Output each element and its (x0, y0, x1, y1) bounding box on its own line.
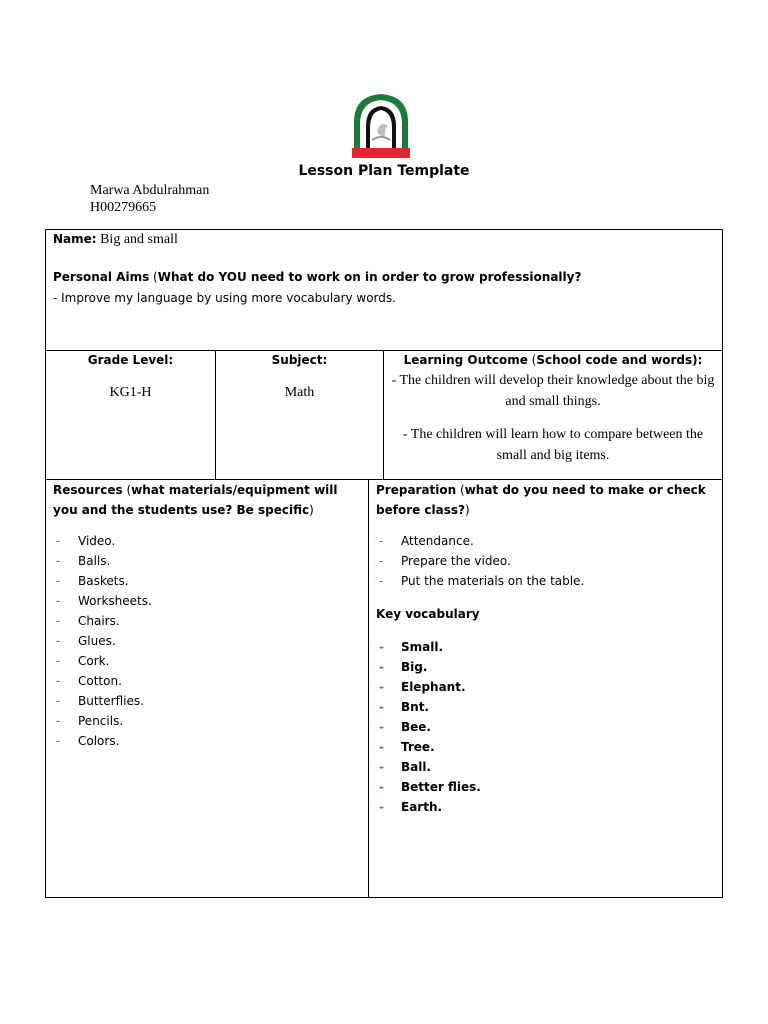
list-item-text: Small. (401, 640, 444, 654)
bullet-dash: - (56, 574, 61, 588)
col-divider-subject (383, 350, 384, 480)
preparation-open-paren: ( (456, 483, 465, 497)
name-value: Big and small (96, 232, 178, 247)
preparation-detail: what do you need to make or check before class? (376, 483, 706, 517)
bullet-dash: - (56, 634, 61, 648)
resources-open-paren: ( (122, 483, 132, 497)
list-item (53, 551, 152, 571)
bullet-dash: - (56, 734, 61, 748)
bullet-dash: - (56, 654, 61, 668)
list-item (376, 757, 481, 777)
bullet-dash: - (56, 714, 61, 728)
personal-aims-heading (53, 270, 581, 284)
list-item-text: Glues. (78, 634, 116, 648)
bullet-dash: - (379, 660, 384, 674)
learning-outcome-1: - The children will develop their knowledge about the big and small things. (391, 373, 715, 409)
row-divider-1 (45, 350, 723, 351)
list-item (53, 651, 152, 671)
list-item-text: Butterflies. (78, 694, 144, 708)
list-item-text: Video. (78, 534, 116, 548)
learning-outcome-heading (384, 353, 722, 367)
list-item (53, 591, 152, 611)
list-item-text: Baskets. (78, 574, 129, 588)
list-item (376, 551, 584, 571)
bullet-dash: - (56, 674, 61, 688)
list-item-text: Earth. (401, 800, 443, 814)
resources-heading (53, 480, 363, 520)
key-vocabulary-heading: Key vocabulary (376, 607, 480, 621)
list-item (53, 631, 152, 651)
vocabulary-list (376, 637, 481, 817)
bullet-dash: - (379, 640, 384, 654)
learning-outcome-2: - The children will learn how to compare between the small and big items. (402, 427, 704, 463)
col-divider-grade (215, 350, 216, 480)
list-item (376, 697, 481, 717)
list-item-text: Better flies. (401, 780, 481, 794)
preparation-heading (376, 480, 716, 520)
bullet-dash: - (379, 574, 384, 588)
list-item (376, 637, 481, 657)
resources-close-paren: ) (309, 503, 314, 517)
aims-open-paren: ( (149, 270, 158, 284)
list-item (376, 797, 481, 817)
grade-level-value: KG1-H (109, 385, 152, 400)
list-item-text: Bee. (401, 720, 431, 734)
list-item-text: Big. (401, 660, 428, 674)
author-block (90, 182, 209, 216)
list-item (53, 711, 152, 731)
bullet-dash: - (56, 594, 61, 608)
outcome-label-detail: School code and words (536, 353, 693, 367)
bullet-dash: - (379, 554, 384, 568)
list-item (376, 777, 481, 797)
preparation-list (376, 531, 584, 591)
outcome-label: Learning Outcome (403, 353, 528, 367)
outcome-close: ): (692, 353, 703, 367)
resources-list (53, 531, 152, 751)
preparation-close-paren: ) (465, 503, 470, 517)
resources-label: Resources (53, 483, 123, 497)
list-item-text: Worksheets. (78, 594, 152, 608)
bullet-dash: - (56, 534, 61, 548)
list-item-text: Elephant. (401, 680, 466, 694)
list-item (53, 731, 152, 751)
bullet-dash: - (56, 614, 61, 628)
subject-label: Subject: (271, 353, 328, 367)
list-item-text: Attendance. (401, 534, 474, 548)
col-divider-resources (368, 479, 369, 898)
author-name: Marwa Abdulrahman (90, 183, 210, 198)
bullet-dash: - (379, 740, 384, 754)
name-label: Name: (53, 232, 97, 246)
resources-detail: what materials/equipment will you and the students use? Be specific (53, 483, 338, 517)
bullet-dash: - (56, 694, 61, 708)
list-item (376, 737, 481, 757)
list-item (376, 531, 584, 551)
list-item (376, 657, 481, 677)
bullet-dash: - (379, 720, 384, 734)
list-item-text: Prepare the video. (401, 554, 511, 568)
bullet-dash: - (56, 554, 61, 568)
bullet-dash: - (379, 780, 384, 794)
list-item-text: Cork. (78, 654, 110, 668)
subject-value: Math (284, 385, 315, 400)
bullet-dash: - (379, 700, 384, 714)
list-item (376, 571, 584, 591)
lesson-name (53, 230, 178, 248)
school-logo (350, 92, 412, 160)
list-item-text: Balls. (78, 554, 111, 568)
grade-level-label: Grade Level: (87, 353, 174, 367)
document-title: Lesson Plan Template (298, 163, 470, 179)
author-id: H00279665 (90, 200, 157, 215)
list-item-text: Pencils. (78, 714, 124, 728)
list-item-text: Chairs. (78, 614, 120, 628)
list-item (53, 531, 152, 551)
bullet-dash: - (379, 680, 384, 694)
list-item-text: Colors. (78, 734, 120, 748)
list-item (376, 677, 481, 697)
bullet-dash: - (379, 800, 384, 814)
preparation-label: Preparation (376, 483, 457, 497)
list-item (53, 691, 152, 711)
list-item (53, 571, 152, 591)
list-item-text: Ball. (401, 760, 432, 774)
aims-label: Personal Aims (53, 270, 150, 284)
list-item (53, 611, 152, 631)
list-item (376, 717, 481, 737)
bullet-dash: - (379, 534, 384, 548)
list-item-text: Tree. (401, 740, 435, 754)
aims-question: What do YOU need to work on in order to grow professionally? (157, 270, 582, 284)
list-item-text: Bnt. (401, 700, 429, 714)
outcome-open-paren: ( (527, 353, 537, 367)
list-item (53, 671, 152, 691)
list-item-text: Cotton. (78, 674, 122, 688)
bullet-dash: - (379, 760, 384, 774)
list-item-text: Put the materials on the table. (401, 574, 585, 588)
aims-value: - Improve my language by using more vocabulary words. (53, 291, 396, 305)
